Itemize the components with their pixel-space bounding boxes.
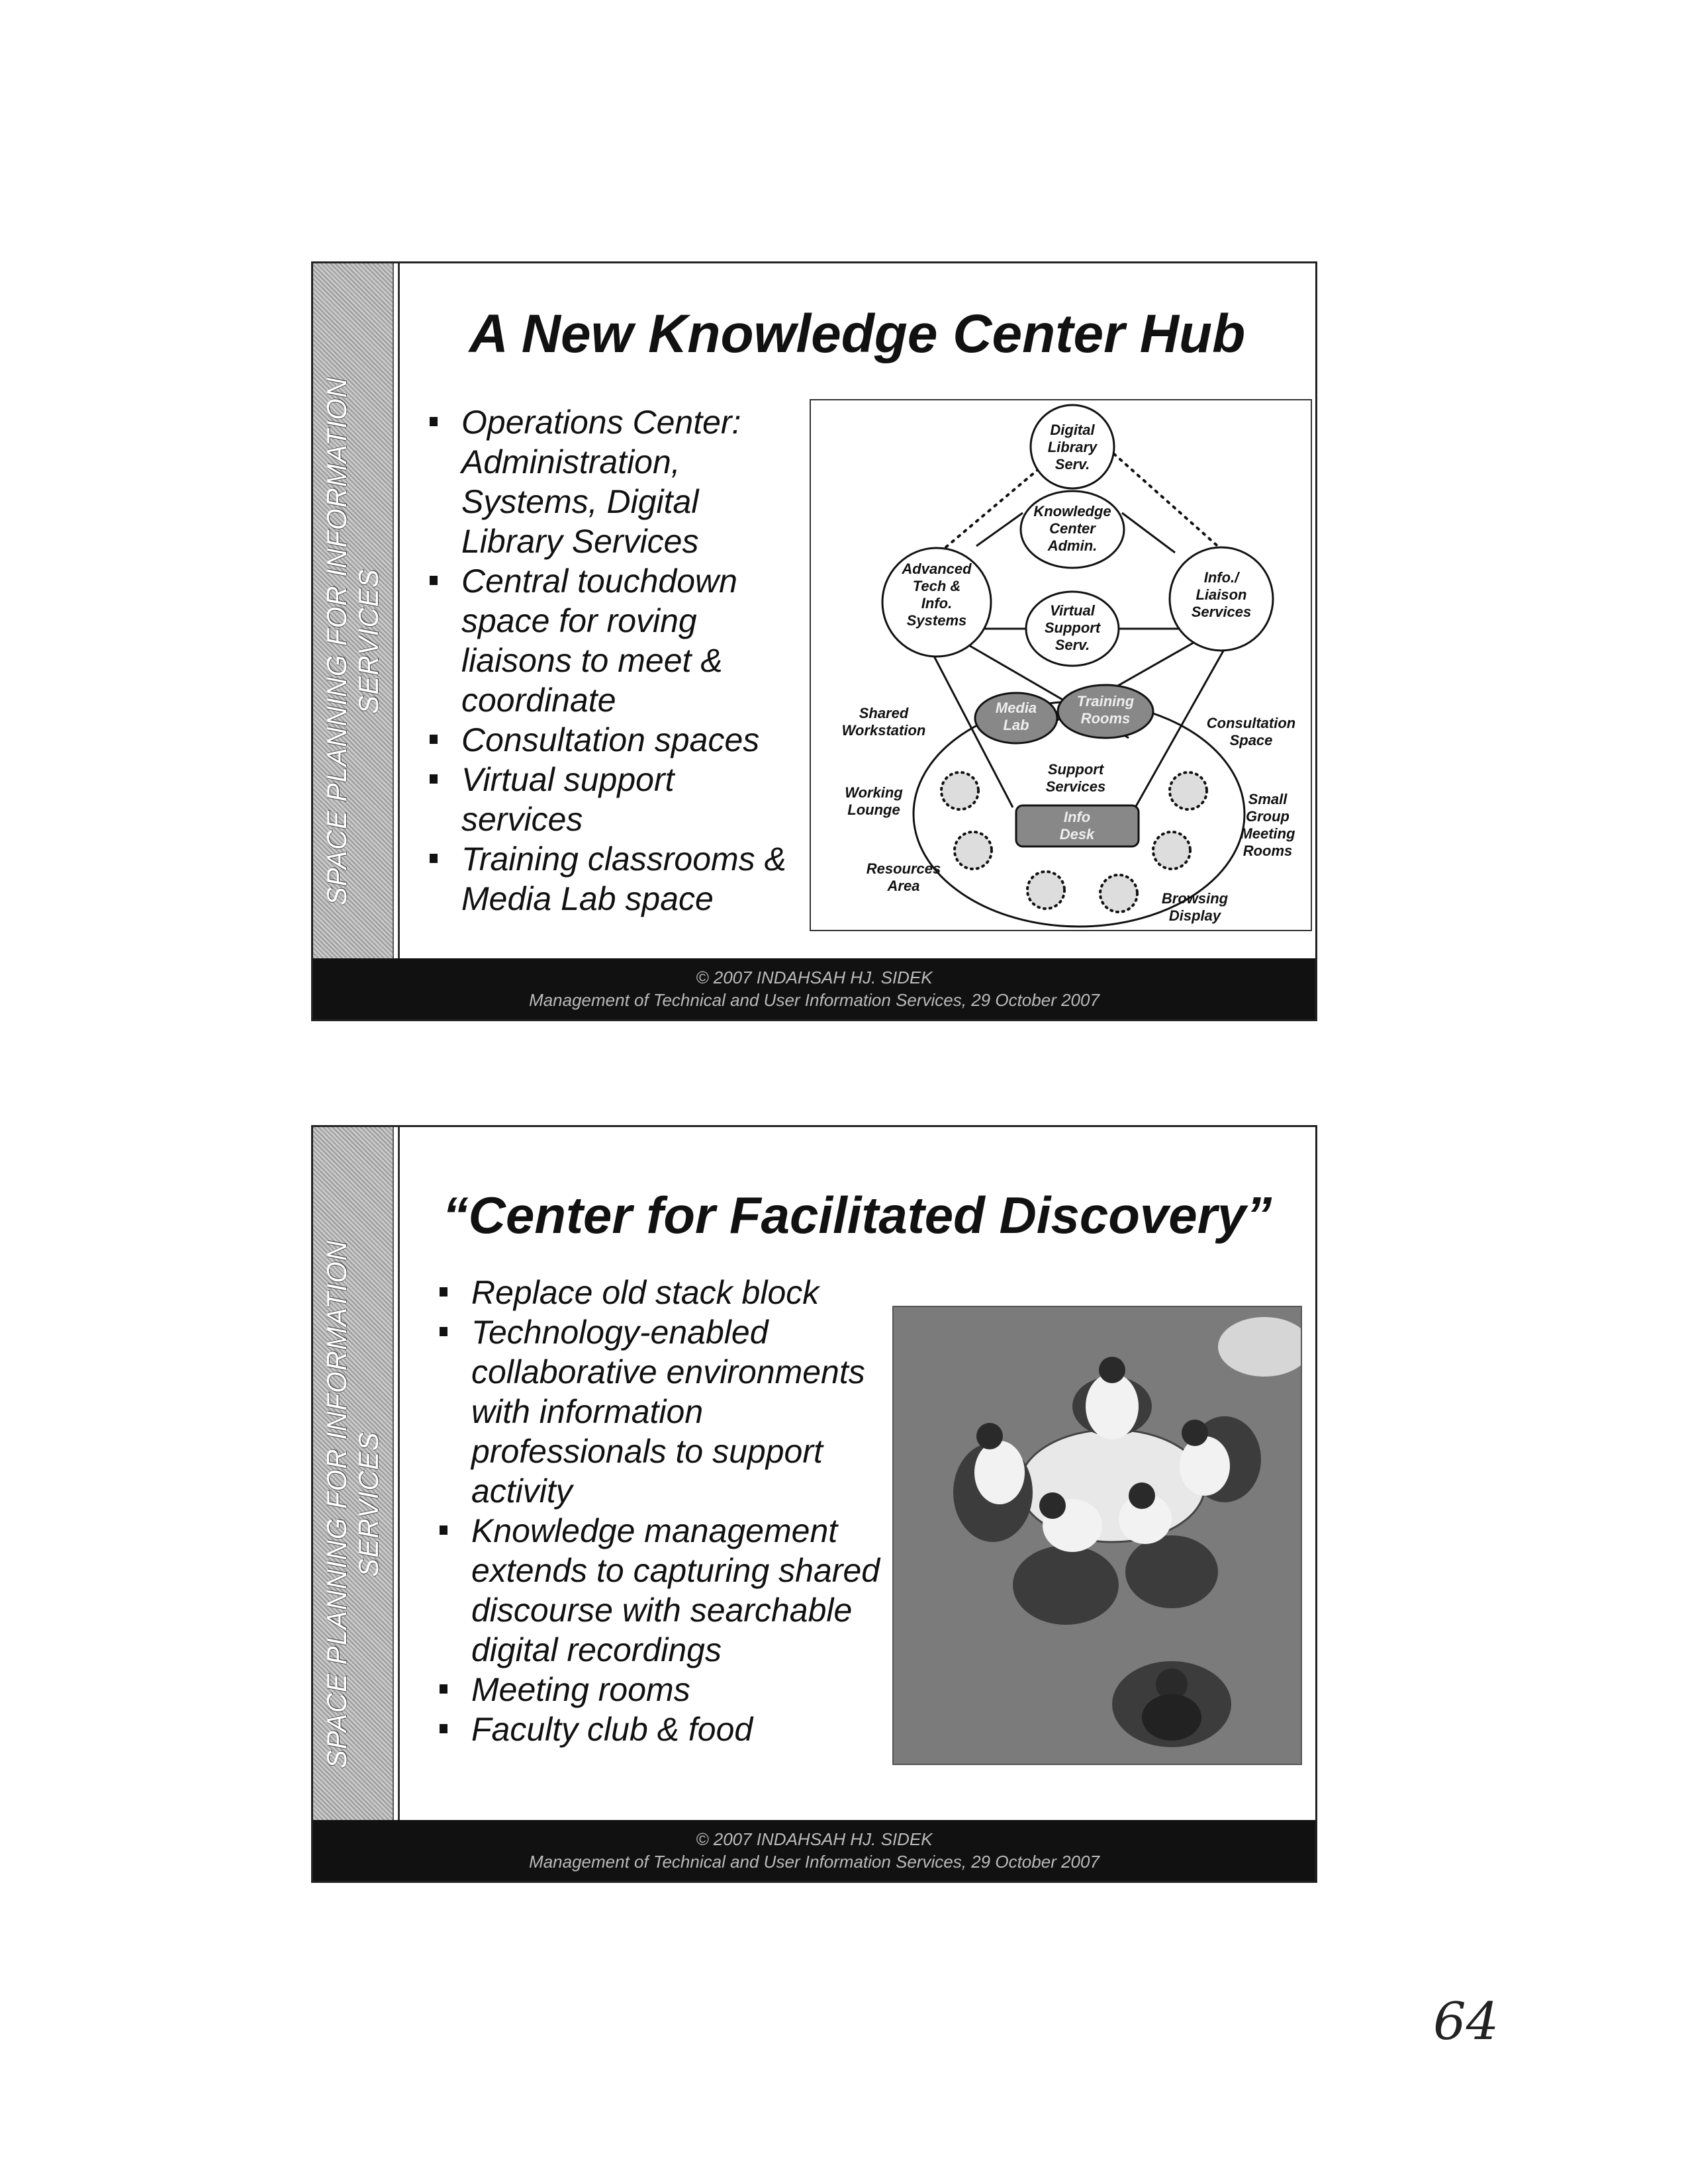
bullet-item	[426, 402, 796, 561]
bullet-icon	[440, 1724, 447, 1733]
node-digital-library	[1031, 405, 1114, 488]
sidebar-title: SPACE PLANNING FOR INFORMATION SERVICES	[321, 1240, 384, 1768]
slide-knowledge-center-hub	[311, 261, 1317, 1021]
bullet-text: Meeting rooms	[471, 1671, 690, 1708]
sidebar-divider	[398, 263, 400, 1019]
slide-footer	[313, 958, 1315, 1019]
svg-text:Virtual: Virtual	[1050, 602, 1095, 619]
svg-text:Browsing: Browsing	[1161, 890, 1229, 907]
bullet-item	[426, 720, 796, 760]
slide-sidebar	[313, 1127, 394, 1881]
svg-text:Desk: Desk	[1059, 826, 1095, 842]
slide-footer	[313, 1820, 1315, 1881]
bullet-text: Virtual support services	[461, 761, 675, 838]
svg-text:Shared: Shared	[859, 705, 909, 721]
svg-text:Rooms: Rooms	[1080, 710, 1131, 727]
svg-text:Info: Info	[1063, 809, 1091, 825]
label-small-group-meeting-rooms	[1240, 791, 1295, 859]
node-knowledge-center-admin	[1021, 491, 1124, 568]
bullet-item	[436, 1511, 882, 1670]
bullet-item	[436, 1312, 882, 1511]
bullet-list	[426, 402, 796, 919]
bullet-item	[426, 561, 796, 720]
slide-center-facilitated-discovery	[311, 1125, 1317, 1883]
slide-title: A New Knowledge Center Hub	[469, 304, 1246, 364]
bullet-item	[426, 839, 796, 919]
svg-text:Workstation: Workstation	[841, 722, 926, 739]
slide-title: “Center for Facilitated Discovery”	[442, 1186, 1272, 1244]
label-support-services	[1046, 761, 1106, 795]
bullet-item	[436, 1709, 872, 1749]
hub-diagram-svg	[811, 400, 1311, 930]
bullet-text: Knowledge management extends to capturing shared discourse with searchable digital recordings	[471, 1512, 880, 1668]
footer-event: Management of Technical and User Information Services, 29 October 2007	[529, 990, 1100, 1010]
bullet-icon	[440, 1327, 447, 1336]
svg-text:Services: Services	[1045, 778, 1106, 795]
label-resources-area	[867, 860, 941, 894]
svg-text:Meeting: Meeting	[1240, 825, 1295, 842]
svg-text:Media: Media	[995, 700, 1037, 716]
meeting-photo-illustration	[894, 1307, 1301, 1764]
svg-text:Lounge: Lounge	[847, 801, 900, 818]
svg-text:Systems: Systems	[906, 612, 967, 629]
node-advanced-tech	[882, 548, 991, 657]
bullet-text: Consultation spaces	[461, 721, 760, 758]
node-training-rooms	[1058, 685, 1153, 738]
footer-copyright: © 2007 INDAHSAH HJ. SIDEK	[696, 968, 933, 987]
connector	[1122, 513, 1175, 553]
label-consultation-space	[1207, 715, 1295, 749]
svg-text:Small: Small	[1248, 791, 1288, 807]
node-info-liaison	[1170, 547, 1273, 651]
bullet-icon	[430, 774, 438, 784]
svg-text:Space: Space	[1229, 732, 1273, 749]
bullet-icon	[440, 1525, 447, 1535]
bullet-text: Operations Center: Administration, Systems, Digital Library Services	[461, 404, 741, 560]
svg-text:Admin.: Admin.	[1047, 537, 1098, 554]
svg-text:Info./: Info./	[1203, 569, 1239, 586]
slide-sidebar	[313, 263, 394, 1019]
svg-text:Knowledge: Knowledge	[1033, 503, 1111, 520]
bullet-item	[426, 760, 796, 839]
svg-text:Lab: Lab	[1003, 717, 1029, 733]
footer-event: Management of Technical and User Information Services, 29 October 2007	[529, 1852, 1100, 1872]
bullet-text: Faculty club & food	[471, 1711, 753, 1748]
svg-text:Library: Library	[1047, 439, 1098, 455]
bullet-text: Technology-enabled collaborative environments with information professionals to support activity	[471, 1314, 865, 1510]
node-virtual-support	[1026, 592, 1119, 666]
svg-text:Tech &: Tech &	[912, 578, 961, 594]
svg-text:Training: Training	[1076, 693, 1135, 709]
label-browsing-display	[1162, 890, 1229, 924]
bullet-text: Central touchdown space for roving liaisons to meet & coordinate	[461, 563, 737, 719]
svg-text:Group: Group	[1246, 808, 1289, 825]
sidebar-divider	[398, 1127, 400, 1881]
meeting-photo	[892, 1306, 1302, 1765]
bullet-item	[436, 1273, 872, 1312]
svg-text:Serv.: Serv.	[1055, 637, 1090, 653]
bullet-icon	[430, 854, 438, 863]
label-working-lounge	[845, 784, 903, 818]
svg-text:Area: Area	[887, 878, 920, 894]
svg-text:Consultation: Consultation	[1206, 715, 1296, 731]
page-number: 64	[1433, 1992, 1499, 2052]
bullet-icon	[430, 735, 438, 744]
svg-text:Serv.: Serv.	[1055, 456, 1090, 473]
svg-text:Support: Support	[1047, 761, 1104, 778]
svg-text:Services: Services	[1191, 604, 1252, 620]
label-shared-workstation	[842, 705, 926, 739]
svg-text:Working: Working	[845, 784, 903, 801]
bullet-icon	[430, 576, 438, 585]
sidebar-title: SPACE PLANNING FOR INFORMATION SERVICES	[321, 377, 384, 906]
bullet-text: Replace old stack block	[471, 1274, 820, 1311]
svg-text:Support: Support	[1044, 619, 1101, 636]
svg-text:Center: Center	[1049, 520, 1096, 537]
bullet-icon	[430, 417, 438, 426]
svg-text:Digital: Digital	[1050, 422, 1095, 438]
bullet-text: Training classrooms & Media Lab space	[461, 841, 786, 917]
bullet-list	[436, 1273, 880, 1749]
svg-text:Display: Display	[1168, 907, 1221, 924]
svg-text:Rooms: Rooms	[1243, 842, 1293, 859]
svg-text:Liaison: Liaison	[1196, 586, 1247, 603]
connector	[976, 513, 1023, 546]
svg-text:Resources: Resources	[866, 860, 941, 877]
footer-copyright: © 2007 INDAHSAH HJ. SIDEK	[696, 1829, 933, 1849]
bullet-icon	[440, 1287, 447, 1297]
svg-text:Advanced: Advanced	[902, 561, 972, 577]
node-info-desk	[1016, 805, 1139, 846]
hub-diagram	[810, 399, 1312, 931]
svg-text:Info.: Info.	[921, 595, 953, 612]
node-media-lab	[975, 693, 1057, 743]
bullet-icon	[440, 1684, 447, 1694]
bullet-item	[436, 1670, 872, 1709]
